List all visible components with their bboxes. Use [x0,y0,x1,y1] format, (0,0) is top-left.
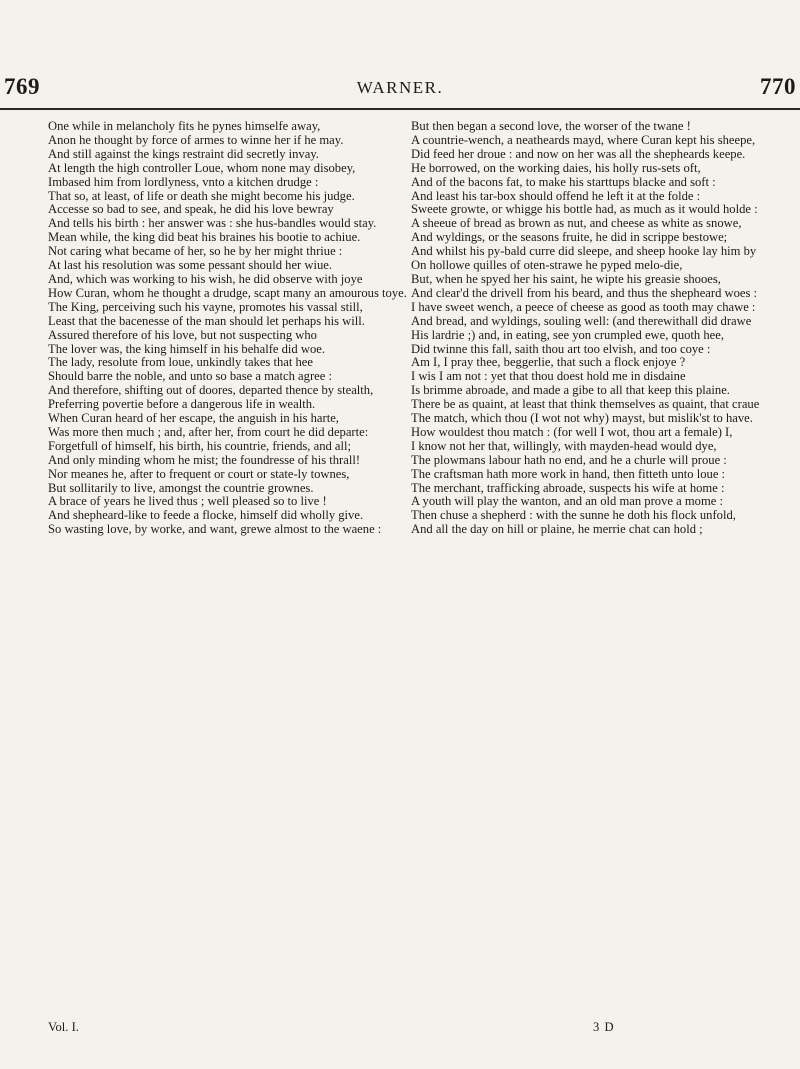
verse-line: The King, perceiving such his vayne, promotes his vassal still, [48,299,363,314]
verse-line: At length the high controller Loue, whom none may disobey, [48,160,356,175]
verse-line: And of the bacons fat, to make his starttups blacke and soft : [411,174,716,189]
verse-line: A brace of years he lived thus ; well pleased so to live ! [48,494,327,509]
verse-line: At last his resolution was some pessant should her wiue. [48,258,333,273]
verse-line: Then chuse a shepherd : with the sunne he doth his flock unfold, [411,508,736,523]
verse-line: And wyldings, or the seasons fruite, he did in scrippe bestowe; [411,230,728,245]
verse-line: When Curan heard of her escape, the anguish in his harte, [48,411,339,426]
page-number-left: 769 [4,74,40,99]
verse-line: His lardrie ;) and, in eating, see yon crumpled ewe, quoth hee, [411,327,724,342]
left-column [48,120,410,537]
verse-line: And, which was working to his wish, he did observe with joye [48,271,363,286]
verse-line: A youth will play the wanton, and an old man prove a mome : [411,494,723,509]
verse-line: A sheeue of bread as brown as nut, and cheese as white as snowe, [411,216,742,231]
verse-line: And whilst his py-bald curre did sleepe, and sheep hooke lay him by [411,244,757,259]
verse-line: Was more then much ; and, after her, from court he did departe: [48,424,369,439]
right-column [411,120,773,537]
verse-line: And least his tar-box should offend he left it at the folde : [411,188,701,203]
verse-line: Least that the bacenesse of the man should let perhaps his will. [48,313,365,328]
verse-line: How wouldest thou match : (for well I wot, thou art a female) I, [411,424,733,439]
verse-line: And tells his birth : her answer was : she hus-bandles would stay. [48,216,377,231]
verse-line: And bread, and wyldings, souling well: (and therewithall did drawe [411,313,752,328]
verse-line: Is brimme abroade, and made a gibe to all that keep this plaine. [411,383,730,398]
verse-line: One while in melancholy fits he pynes himselfe away, [48,119,321,133]
verse-line: Assured therefore of his love, but not suspecting who [48,327,317,342]
verse-line: The match, which thou (I wot not why) mayst, but mislik'st to have. [411,411,753,426]
verse-line: And shepheard-like to feede a flocke, himself did wholly give. [48,508,364,523]
header-rule [0,108,800,110]
verse-line: But then began a second love, the worser of the twane ! [411,119,691,133]
verse-line: And all the day on hill or plaine, he merrie chat can hold ; [411,522,703,537]
verse-line: A countrie-wench, a neatheards mayd, where Curan kept his sheepe, [411,132,756,147]
verse-line: The merchant, trafficking abroade, suspects his wife at home : [411,480,725,495]
verse-line: But sollitarily to live, amongst the countrie grownes. [48,480,314,495]
verse-line: Am I, I pray thee, beggerlie, that such a flock enjoye ? [411,355,686,370]
verse-line: And therefore, shifting out of doores, departed thence by stealth, [48,383,374,398]
verse-line: So wasting love, by worke, and want, grewe almost to the waene : [48,522,382,537]
verse-line: Not caring what became of her, so he by her might thriue : [48,244,343,259]
verse-line: I have sweet wench, a peece of cheese as good as tooth may chawe : [411,299,756,314]
verse-line: Sweete growte, or whigge his bottle had, as much as it would holde : [411,202,758,217]
verse-line: Accesse so bad to see, and speak, he did his love bewray [48,202,334,217]
page-number-right: 770 [760,74,796,99]
running-head [0,70,800,110]
verse-line: Preferring povertie before a dangerous life in wealth. [48,397,316,412]
verse-line: And clear'd the drivell from his beard, and thus the shepheard woes : [411,285,758,300]
running-title: WARNER. [356,78,444,97]
verse-line: The plowmans labour hath no end, and he a churle will proue : [411,452,727,467]
verse-line: And only minding whom he mist; the foundresse of his thrall! [48,452,361,467]
verse-line: I know not her that, willingly, with mayden-head would dye, [411,438,717,453]
verse-line: But, when he spyed her his saint, he wipte his greasie shooes, [411,271,721,286]
verse-line: Anon he thought by force of armes to winne her if he may. [48,132,344,147]
verse-line: On hollowe quilles of oten-strawe he pyped melo-die, [411,258,683,273]
verse-line: That so, at least, of life or death she might become his judge. [48,188,355,203]
verse-line: The lover was, the king himself in his behalfe did woe. [48,341,325,356]
verse-line: How Curan, whom he thought a drudge, scapt many an amourous toye. [48,285,407,300]
verse-line: Imbased him from lordlyness, vnto a kitchen drudge : [48,174,319,189]
verse-line: Nor meanes he, after to frequent or court or state-ly townes, [48,466,350,481]
volume-label: Vol. I. [48,1020,79,1034]
page-footer [0,1020,800,1040]
verse-line: The lady, resolute from loue, unkindly takes that hee [48,355,313,370]
verse-line: Forgetfull of himself, his birth, his countrie, friends, and all; [48,438,352,453]
verse-line: The craftsman hath more work in hand, then fitteth unto loue : [411,466,726,481]
verse-line: He borrowed, on the working daies, his holly rus-sets oft, [411,160,701,175]
verse-line: And still against the kings restraint did secretly invay. [48,146,319,161]
verse-line: There be as quaint, at least that think themselves as quaint, that craue [411,397,760,412]
verse-line: I wis I am not : yet that thou doest hold me in disdaine [411,369,686,384]
verse-line: Did feed her droue : and now on her was all the shepheards keepe. [411,146,746,161]
verse-line: Mean while, the king did beat his braines his bootie to achiue. [48,230,361,245]
verse-line: Should barre the noble, and unto so base a match agree : [48,369,332,384]
verse-line: Did twinne this fall, saith thou art too elvish, and too coye : [411,341,711,356]
signature-mark: 3 D [593,1020,615,1034]
